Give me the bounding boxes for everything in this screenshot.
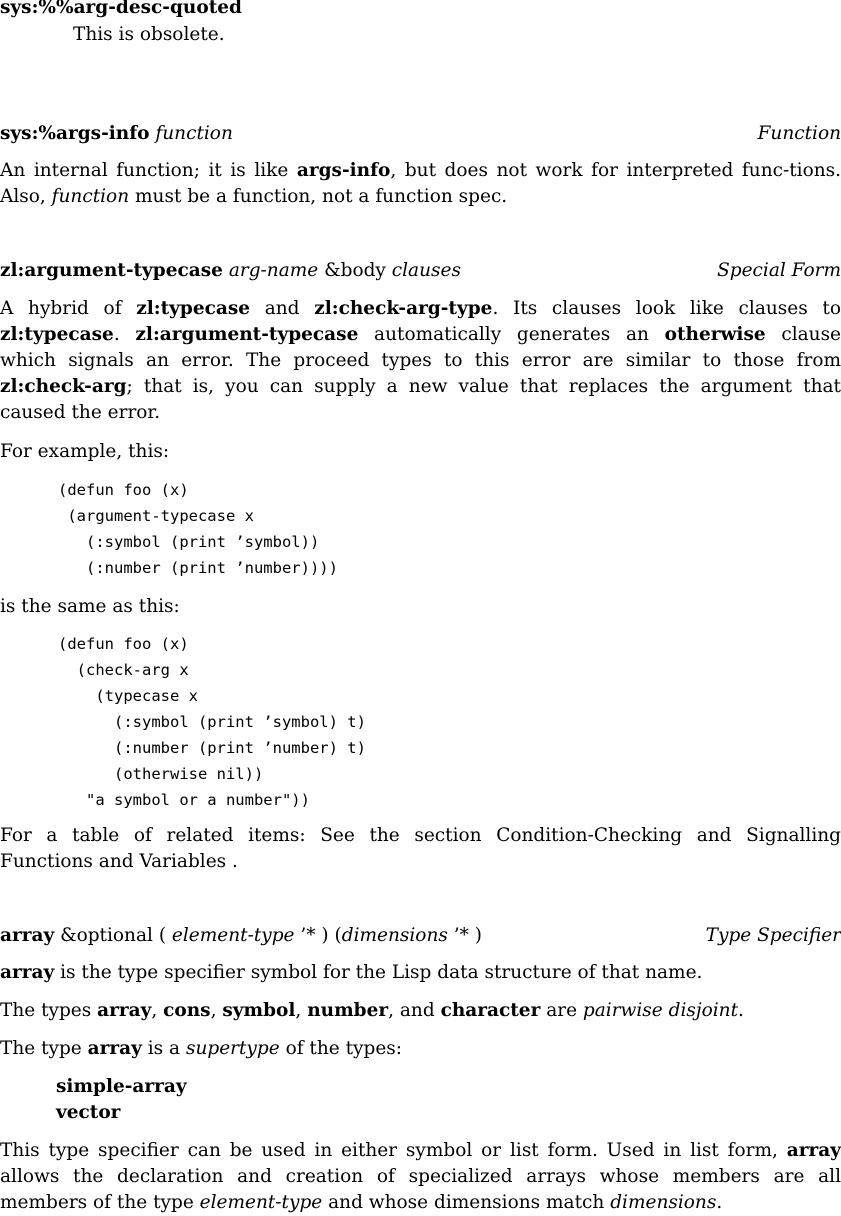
entry-arg: arg-name — [228, 260, 319, 281]
entry-name: sys:%%arg-desc-quoted — [0, 0, 242, 18]
entry-name: sys:%args-info — [0, 123, 150, 144]
example-intro: For example, this: — [0, 441, 170, 462]
entry-array-paragraph-1: array is the type specifier symbol for the Lisp data structure of that name. — [0, 962, 703, 983]
subtype-list — [56, 1074, 187, 1126]
entry-array-header: array &optional ( element-type ’* ) (dimensions ’* ) Type Specifier — [0, 923, 841, 949]
entry-arg-desc-quoted-header — [0, 0, 841, 21]
entry-argument-typecase-header — [0, 258, 841, 284]
code-example-1: (defun foo (x) (argument-typecase x (:symbol (print ’symbol)) (:number (print ’number)))) — [58, 481, 338, 577]
entry-name: zl:argument-typecase — [0, 260, 223, 281]
entry-argument-typecase-paragraph: A hybrid of zl:typecase and zl:check-arg-type. Its clauses look like clauses to zl:typecase. zl:argument-typecase automatically generates an otherwise clause which signals an error. The proceed types to this error are similar to those from zl:check-arg; that is, you can supply a new value that replaces the argument that caused the error. — [0, 298, 841, 423]
subtype-item: vector — [56, 1102, 121, 1123]
equivalence-text: is the same as this: — [0, 596, 180, 617]
entry-arg-desc-quoted-description: This is obsolete. — [73, 24, 225, 45]
entry-kind: Type Specifier — [705, 925, 841, 946]
entry-arg: function — [155, 123, 233, 144]
entry-array-paragraph-2: The types array, cons, symbol, number, and character are pairwise disjoint. — [0, 1000, 744, 1021]
entry-args-info-header — [0, 121, 841, 147]
entry-arg: clauses — [391, 260, 461, 281]
entry-args-info-paragraph: An internal function; it is like args-info, but does not work for interpreted func-tions. Also, function must be a function, not a function spec. — [0, 160, 841, 207]
entry-lambda-keyword: &optional — [60, 925, 153, 946]
code-example-2: (defun foo (x) (check-arg x (typecase x (:symbol (print ’symbol) t) (:number (print ’number) t) (otherwise nil)) "a symbol or a number")) — [58, 635, 366, 809]
entry-kind: Function — [757, 123, 841, 144]
entry-arg: element-type — [171, 925, 295, 946]
entry-array-paragraph-3: The type array is a supertype of the types: — [0, 1038, 403, 1059]
entry-array-paragraph-4: This type specifier can be used in either symbol or list form. Used in list form, array allows the declaration and creation of specialized arrays whose members are all members of the type element-type and whose dimensions match dimensions. — [0, 1140, 841, 1213]
subtype-item: simple-array — [56, 1076, 187, 1097]
entry-kind: Special Form — [717, 260, 841, 281]
entry-lambda-keyword: &body — [324, 260, 386, 281]
related-items-reference: For a table of related items: See the section Condition-Checking and Signalling Functions and Variables . — [0, 825, 841, 872]
entry-arg: dimensions — [341, 925, 448, 946]
entry-name: array — [0, 925, 55, 946]
